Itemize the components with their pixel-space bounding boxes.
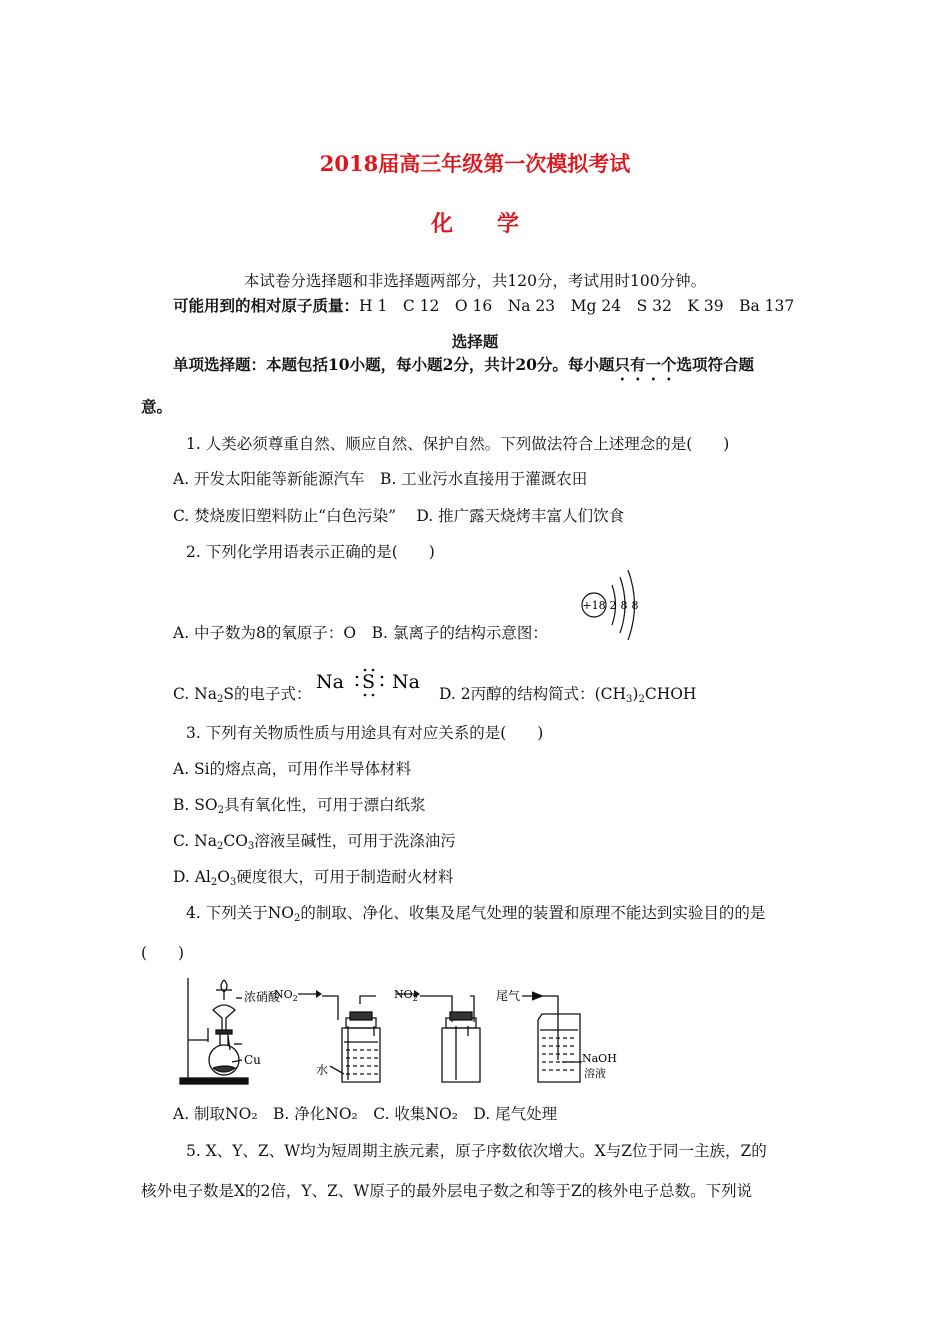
dot-na-right: Na xyxy=(392,671,420,693)
q2-options-ab: A. 中子数为8的氧原子：O B. 氯离子的结构示意图： xyxy=(173,624,548,642)
q3-c-sub2: 3 xyxy=(247,841,255,852)
q3-option-b xyxy=(173,795,425,821)
q3-option-d xyxy=(173,867,453,893)
q3-d-post: 硬度很大，可用于制造耐火材料 xyxy=(236,868,454,886)
section-instruction xyxy=(173,355,754,384)
chloride-ion-diagram xyxy=(575,568,645,640)
fig-label-cu: Cu xyxy=(244,1053,261,1067)
q2-c-text: C. Na xyxy=(173,685,217,703)
fig-label-acid: 浓硝酸 xyxy=(244,990,281,1004)
q3-stem: 3. 下列有关物质性质与用途具有对应关系的是( ) xyxy=(186,724,544,742)
q2-d-sub: 3 xyxy=(626,694,633,705)
instruction-emphasis: 只有一个 xyxy=(614,355,677,374)
q4-apparatus-figure xyxy=(170,970,630,1088)
fig-label-water: 水 xyxy=(316,1063,329,1077)
exam-note: 本试卷分选择题和非选择题两部分，共120分，考试用时100分钟。 xyxy=(243,272,707,290)
q3-c-sub1: 2 xyxy=(216,841,224,852)
q4-stem-tail: ( ) xyxy=(141,944,185,962)
fig-label-naoh: NaOH xyxy=(582,1052,617,1065)
fig-label-no2-a: $NO_2$ xyxy=(274,988,298,1003)
q4-stem-post: 的制取、净化、收集及尾气处理的装置和原理不能达到实验目的的是 xyxy=(300,904,766,922)
q3-d-pre: D. Al xyxy=(173,868,211,886)
fig-label-no2-b: $NO_2$ xyxy=(394,988,418,1003)
q3-c-post: 溶液呈碱性，可用于洗涤油污 xyxy=(254,832,456,850)
q2-c-suffix: S的电子式： xyxy=(223,685,312,703)
instruction-text: 单项选择题：本题包括10小题，每小题2分，共计20分。每小题 xyxy=(173,355,615,374)
apparatus-a xyxy=(180,978,248,1084)
q2-d-tail: ) xyxy=(632,685,639,703)
atomic-mass-line xyxy=(173,296,794,316)
q1-options-ab: A. 开发太阳能等新能源汽车 B. 工业污水直接用于灌溉农田 xyxy=(173,470,588,488)
atomic-mass-label: 可能用到的相对原子质量： xyxy=(173,296,360,315)
q3-c-mid: CO xyxy=(223,832,248,850)
q2-d-sub2: 2 xyxy=(638,694,645,705)
q2-d-end: CHOH xyxy=(644,685,697,703)
shell-count-3: 8 xyxy=(631,599,639,612)
nucleus-charge: +18 xyxy=(582,599,606,612)
q3-b-pre: B. SO xyxy=(173,796,218,814)
section-instruction-tail: 意。 xyxy=(141,397,173,416)
q1-options-cd: C. 焚烧废旧塑料防止“白色污染” D. 推广露天烧烤丰富人们饮食 xyxy=(173,507,625,525)
q4-stem-pre: 4. 下列关于NO xyxy=(186,904,294,922)
q3-option-c xyxy=(173,831,456,857)
dot-na-left: Na xyxy=(316,671,344,693)
q3-option-a: A. Si的熔点高，可用作半导体材料 xyxy=(173,760,412,778)
q2-option-c xyxy=(173,684,311,710)
electron-dot-formula xyxy=(316,664,426,700)
q3-b-post: 具有氧化性，可用于漂白纸浆 xyxy=(223,796,426,814)
q2-d-text: D. 2丙醇的结构简式：(CH xyxy=(439,685,627,703)
fig-label-tail-gas: 尾气 xyxy=(496,989,521,1003)
q3-c-pre: C. Na xyxy=(173,832,217,850)
q3-d-sub2: 3 xyxy=(229,877,237,888)
q1-stem: 1. 人类必须尊重自然、顺应自然、保护自然。下列做法符合上述理念的是( ) xyxy=(186,435,730,453)
apparatus-b xyxy=(322,996,380,1082)
q4-stem xyxy=(186,903,765,929)
q2-c-sub: 2 xyxy=(216,694,224,705)
q3-d-sub1: 2 xyxy=(210,877,218,888)
q3-b-sub: 2 xyxy=(217,805,224,816)
q4-stem-sub: 2 xyxy=(294,913,301,924)
q5-line-1: 5. X、Y、Z、W均为短周期主族元素，原子序数依次增大。X与Z位于同一主族，Z的 xyxy=(186,1142,767,1160)
apparatus-d xyxy=(522,992,582,1082)
q2-stem: 2. 下列化学用语表示正确的是( ) xyxy=(186,543,435,561)
q5-line-2: 核外电子数是X的2倍，Y、Z、W原子的最外层电子数之和等于Z的核外电子总数。下列说 xyxy=(141,1182,753,1200)
q4-options: A. 制取NO₂ B. 净化NO₂ C. 收集NO₂ D. 尾气处理 xyxy=(173,1105,558,1123)
subject-title: 化 学 xyxy=(430,211,519,237)
section-heading: 选择题 xyxy=(451,332,499,351)
shell-count-1: 2 xyxy=(609,599,617,612)
shell-count-2: 8 xyxy=(620,599,628,612)
dot-s: S xyxy=(362,671,376,693)
q3-d-mid: O xyxy=(217,868,230,886)
instruction-text-end: 选项符合题 xyxy=(676,355,754,374)
arrow-b-head xyxy=(316,990,322,998)
exam-title: 2018届高三年级第一次模拟考试 xyxy=(319,151,631,176)
apparatus-c xyxy=(420,996,480,1082)
q2-option-d xyxy=(439,684,696,710)
fig-label-solution: 溶液 xyxy=(584,1067,606,1080)
atomic-mass-values: H 1 C 12 O 16 Na 23 Mg 24 S 32 K 39 Ba 137 xyxy=(359,297,795,315)
